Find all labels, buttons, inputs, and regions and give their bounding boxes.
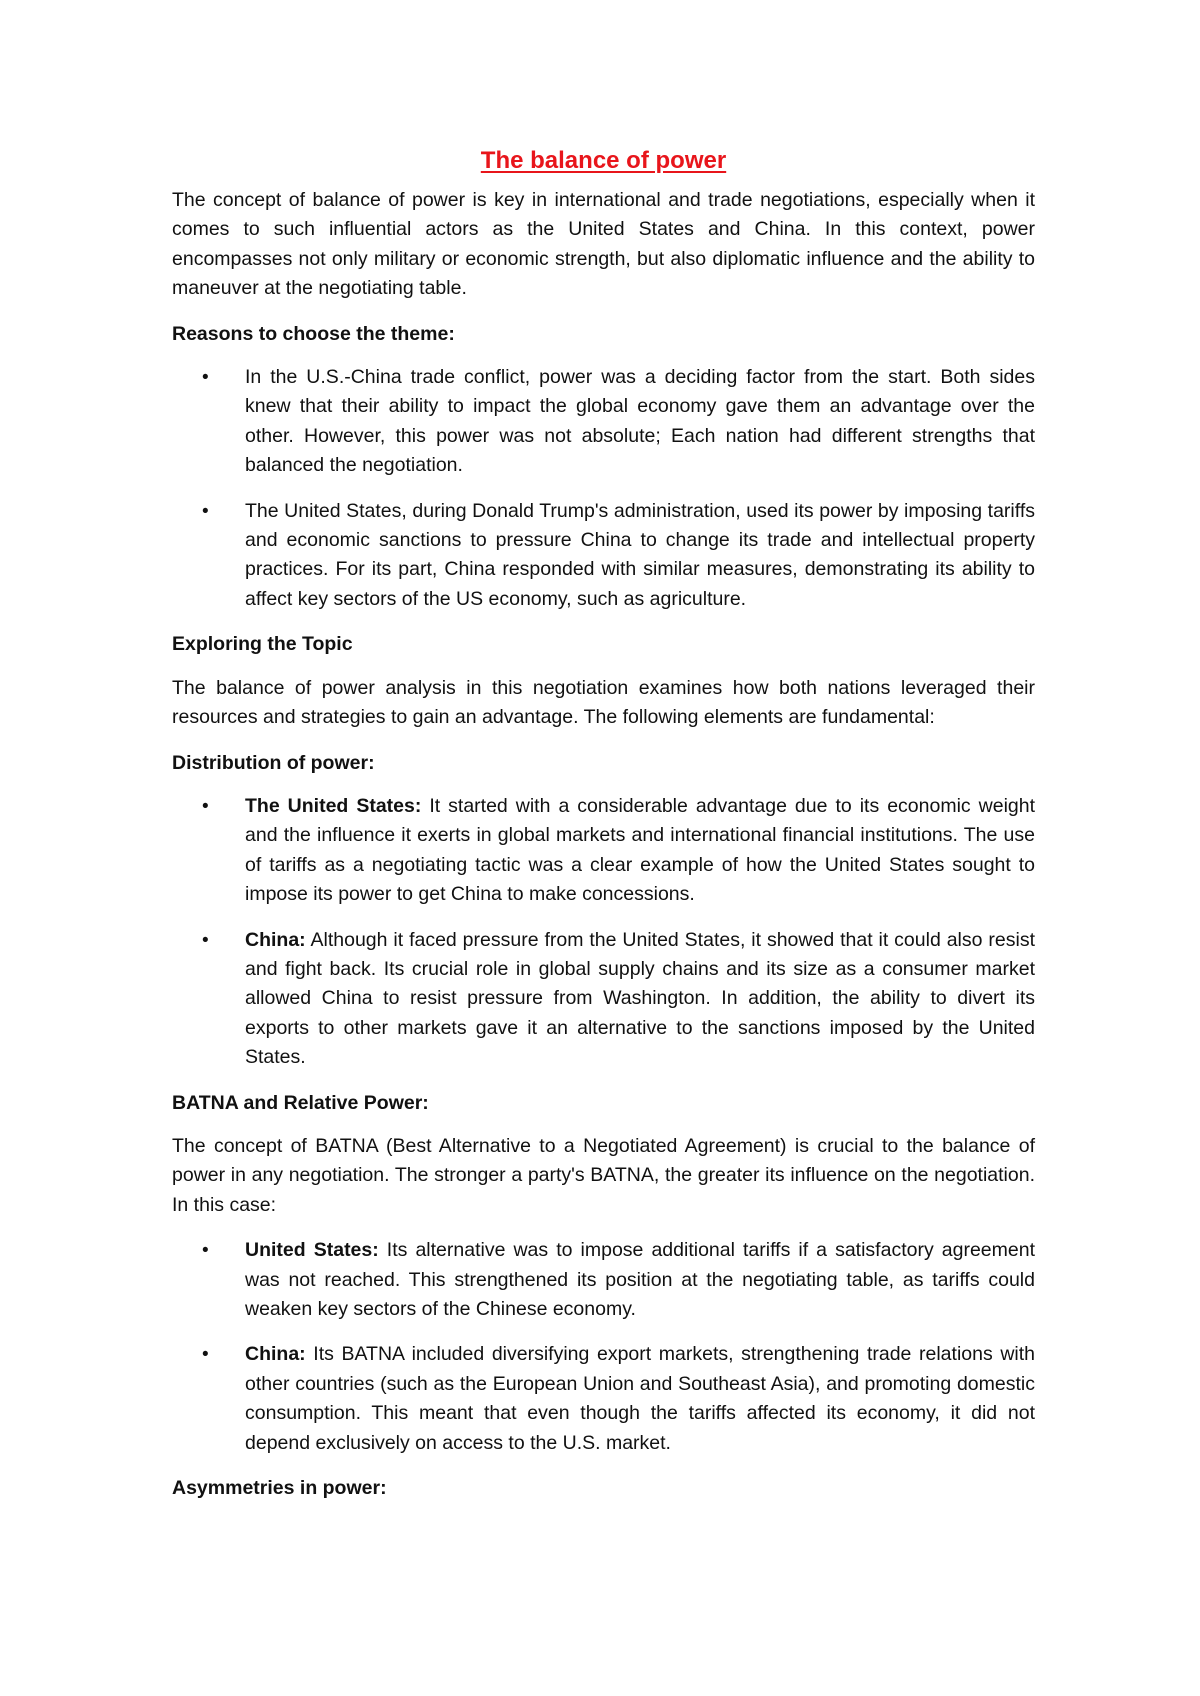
list-item-text: Its BATNA included diversifying export markets, strengthening trade relations with other countries (such as the European Union and Southeast Asia), and promoting domestic consumption. This meant that even though the tariffs affected its economy, it did not depend exclusively on access to the U.S. market. <box>245 1343 1035 1454</box>
batna-heading: BATNA and Relative Power: <box>172 1091 429 1114</box>
list-item-text: Its alternative was to impose additional tariffs if a satisfactory agreement was not reached. This strengthened its position at the negotiating table, as tariffs could weaken key sectors of the Chinese economy. <box>245 1239 1035 1320</box>
list-item <box>172 363 1035 481</box>
list-item <box>172 1340 1035 1458</box>
batna-list <box>172 1236 1035 1458</box>
distribution-heading: Distribution of power: <box>172 751 375 774</box>
list-item <box>172 926 1035 1073</box>
reasons-list <box>172 363 1035 614</box>
list-item-label: China: <box>245 1343 306 1366</box>
bullet-icon: • <box>202 1240 209 1262</box>
bullet-icon: • <box>202 795 209 817</box>
list-item-text: Although it faced pressure from the United States, it showed that it could also resist and fight back. Its crucial role in global supply chains and its size as a consumer market allowed China to resist pressure from Washington. In addition, the ability to divert its exports to other markets gave it an alternative to the sanctions imposed by the United States. <box>245 928 1035 1069</box>
asymmetries-heading: Asymmetries in power: <box>172 1477 387 1500</box>
bullet-icon: • <box>202 929 209 951</box>
list-item-text: The United States, during Donald Trump's administration, used its power by imposing tariffs and economic sanctions to pressure China to change its trade and intellectual property practices. For its part, China responded with similar measures, demonstrating its ability to affect key sectors of the US economy, such as agriculture. <box>245 499 1035 610</box>
bullet-icon: • <box>202 1344 209 1366</box>
list-item-text: It started with a considerable advantage due to its economic weight and the influence it exerts in global markets and international financial institutions. The use of tariffs as a negotiating tactic was a clear example of how the United States sought to impose its power to get China to make concessions. <box>245 794 1036 906</box>
reasons-heading: Reasons to choose the theme: <box>172 322 455 345</box>
intro-paragraph: The concept of balance of power is key in international and trade negotiations, especially when it comes to such influential actors as the United States and China. In this context, power encompasses not only military or economic strength, but also diplomatic influence and the ability to maneuver at the negotiating table. <box>172 189 1035 300</box>
list-item-label: The United States: <box>245 794 422 817</box>
list-item-label: China: <box>245 928 306 951</box>
list-item <box>172 792 1035 910</box>
distribution-list <box>172 792 1035 1073</box>
document-title: The balance of power <box>480 147 727 174</box>
exploring-heading: Exploring the Topic <box>172 633 353 656</box>
exploring-paragraph: The balance of power analysis in this negotiation examines how both nations leveraged their resources and strategies to gain an advantage. The following elements are fundamental: <box>172 676 1035 729</box>
bullet-icon: • <box>202 367 209 389</box>
bullet-icon: • <box>202 500 209 522</box>
list-item-text: In the U.S.-China trade conflict, power was a deciding factor from the start. Both sides knew that their ability to impact the global economy gave them an advantage over the other. However, this power was not absolute; Each nation had different strengths that balanced the negotiation. <box>245 366 1035 477</box>
document-page <box>172 146 1035 1517</box>
list-item <box>172 1236 1035 1324</box>
batna-paragraph: The concept of BATNA (Best Alternative to a Negotiated Agreement) is crucial to the balance of power in any negotiation. The stronger a party's BATNA, the greater its influence on the negotiation. In this case: <box>172 1134 1035 1216</box>
list-item <box>172 497 1035 615</box>
list-item-label: United States: <box>245 1239 379 1262</box>
